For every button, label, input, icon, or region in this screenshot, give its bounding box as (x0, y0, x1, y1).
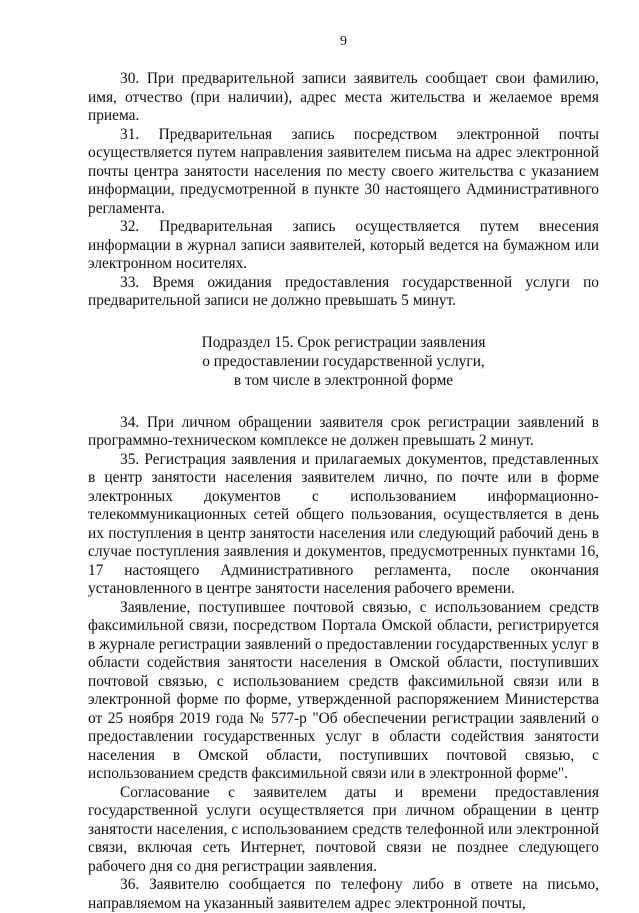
paragraph-35: 35. Регистрация заявления и прилагаемых документов, представленных в центр занятости населения заявителем лично, по почте или в форме электронных документов с использованием информационно-телекоммуникационных сетей общего пользования, осуществляется в день их поступления в центр занятости населения или следующий рабочий день в случае поступления заявления и документов, предусмотренных пунктами 16, 17 настоящего Административного регламента, после окончания установленного в центре занятости населения рабочего времени. (88, 451, 599, 599)
paragraphs-after-heading (88, 414, 599, 913)
section-heading (88, 333, 599, 390)
paragraphs-before-heading (88, 70, 599, 311)
paragraph-34: 34. При личном обращении заявителя срок регистрации заявлений в программно-техническом комплексе не должен превышать 2 минут. (88, 414, 599, 451)
page-number: 9 (88, 34, 599, 50)
paragraph-31: 31. Предварительная запись посредством электронной почты осуществляется путем направления заявителем письма на адрес электронной почты центра занятости населения по месту своего жительства с указанием информации, предусмотренной в пункте 30 настоящего Административного регламента. (88, 126, 599, 219)
paragraph-agreement: Согласование с заявителем даты и времени предоставления государственной услуги осуществляется при личном обращении в центр занятости населения, с использованием средств телефонной или электронной связи, включая сеть Интернет, почтовой связи не позднее следующего рабочего дня со дня регистрации заявления. (88, 784, 599, 877)
paragraph-mail-registration: Заявление, поступившее почтовой связью, с использованием средств факсимильной связи, посредством Портала Омской области, регистрируется в журнале регистрации заявлений о предоставлении государственных услуг в области содействия занятости населения в Омской области, поступивших почтовой связью, с использованием средств факсимильной связи или в электронной форме по форме, утвержденной распоряжением Министерства от 25 ноября 2019 года № 577-р "Об обеспечении регистрации заявлений о предоставлении государственных услуг в области содействия занятости населения в Омской области, поступивших почтовой связью, с использованием средств факсимильной связи или в электронной форме". (88, 599, 599, 784)
section-heading-line: Подраздел 15. Срок регистрации заявления (88, 333, 599, 352)
paragraph-32: 32. Предварительная запись осуществляется путем внесения информации в журнал записи заявителей, который ведется на бумажном или электронном носителях. (88, 218, 599, 274)
section-heading-line: в том числе в электронной форме (88, 371, 599, 390)
paragraph-33: 33. Время ожидания предоставления государственной услуги по предварительной записи не должно превышать 5 минут. (88, 274, 599, 311)
paragraph-36: 36. Заявителю сообщается по телефону либо в ответе на письмо, направляемом на указанный заявителем адрес электронной почты, (88, 876, 599, 913)
section-heading-line: о предоставлении государственной услуги, (88, 352, 599, 371)
paragraph-30: 30. При предварительной записи заявитель сообщает свои фамилию, имя, отчество (при наличии), адрес места жительства и желаемое время приема. (88, 70, 599, 126)
